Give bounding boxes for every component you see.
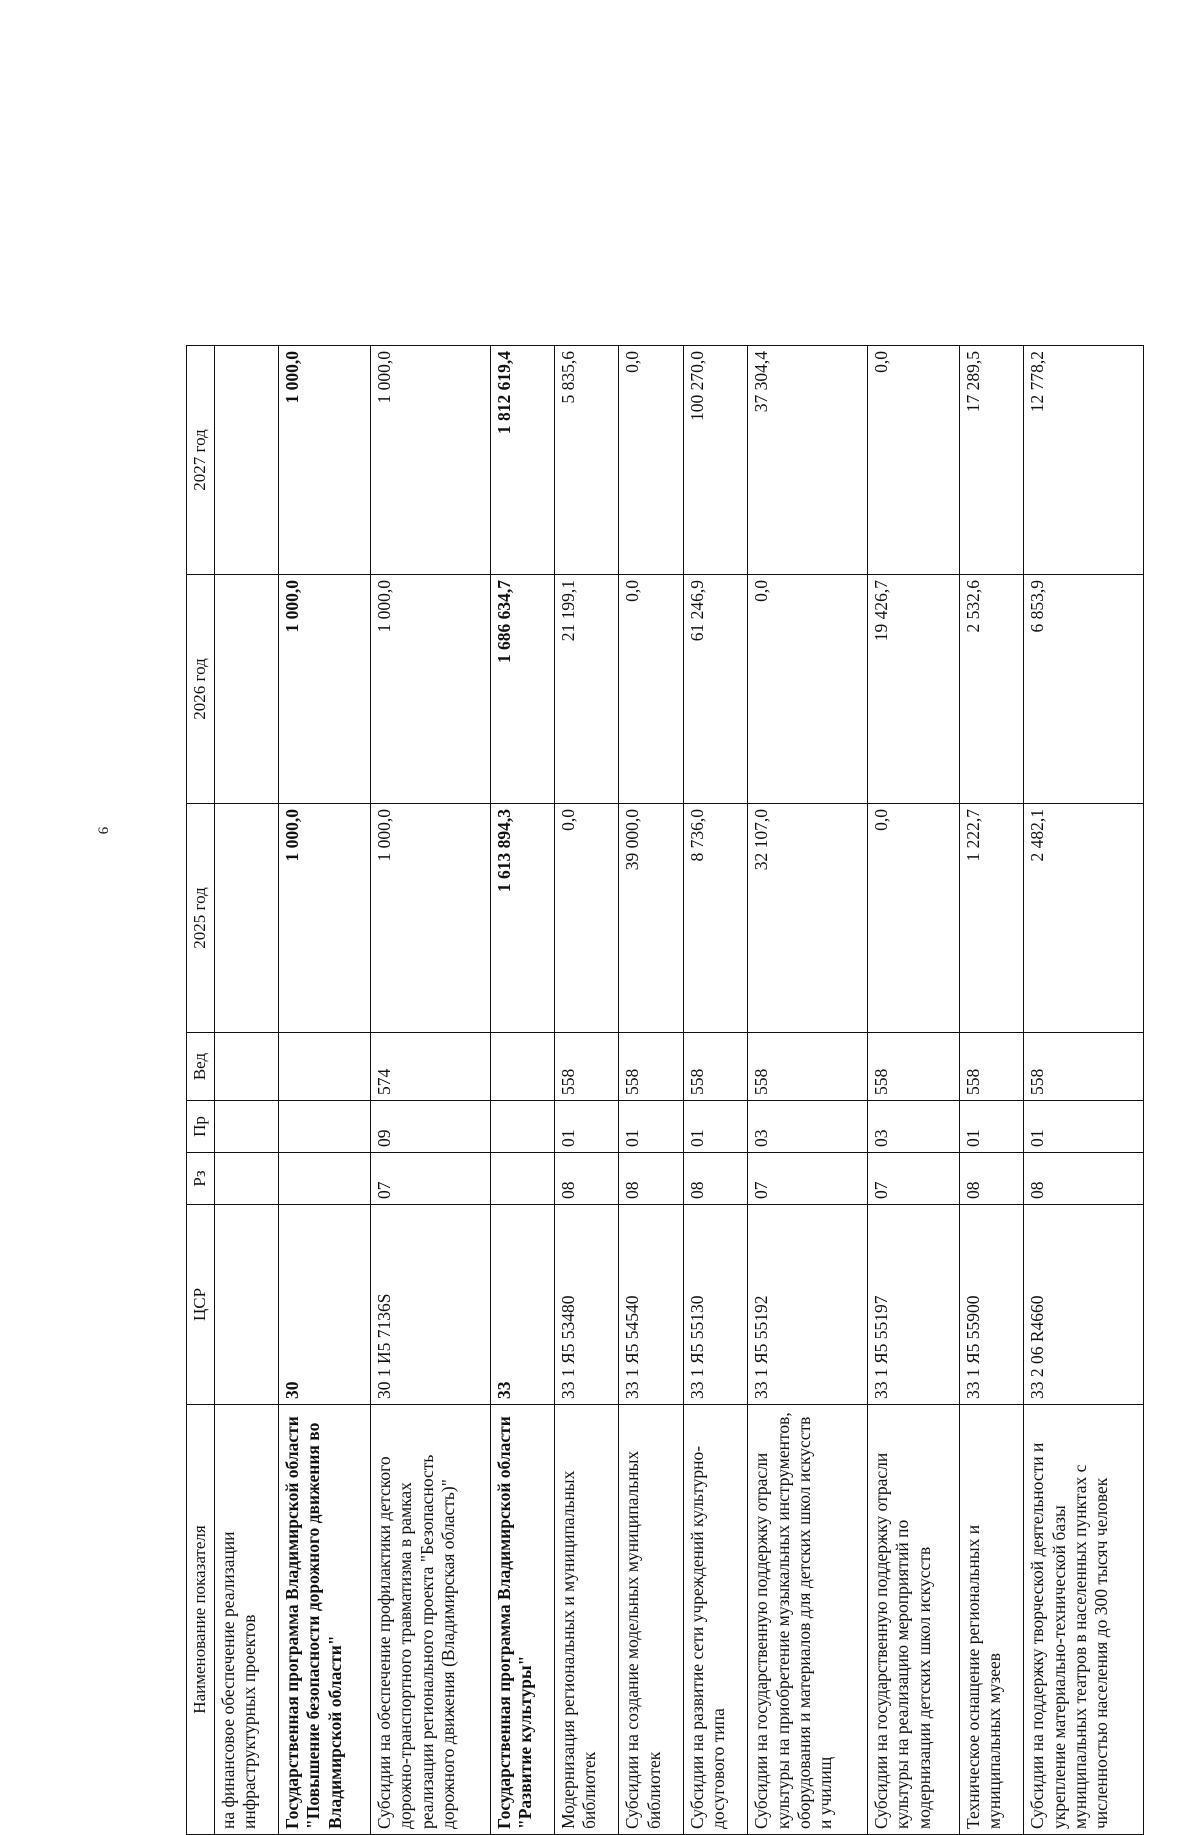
cell-csr: 30 1 И5 7136S bbox=[371, 1205, 491, 1405]
table-row bbox=[279, 346, 371, 1835]
table-row bbox=[1024, 346, 1144, 1835]
cell-2026: 6 853,9 bbox=[1024, 575, 1144, 804]
cell-2026: 19 426,7 bbox=[867, 575, 959, 804]
cell-ved: 558 bbox=[555, 1033, 619, 1101]
table-row bbox=[371, 346, 491, 1835]
cell-name: Государственная программа Владимирской области "Повышение безопасности дорожного движения во Владимирской области" bbox=[279, 1405, 371, 1835]
cell-2026: 1 686 634,7 bbox=[490, 575, 554, 804]
cell-2025: 32 107,0 bbox=[748, 804, 868, 1033]
cell-2027: 5 835,6 bbox=[555, 346, 619, 575]
cell-rz bbox=[490, 1153, 554, 1205]
cell-rz: 07 bbox=[748, 1153, 868, 1205]
cell-name: Модернизация региональных и муниципальных библиотек bbox=[555, 1405, 619, 1835]
cell-2027: 1 000,0 bbox=[371, 346, 491, 575]
cell-name: Субсидии на обеспечение профилактики детского дорожно-транспортного травматизма в рамках реализации регионального проекта "Безопасность дорожного движения (Владимирская область)" bbox=[371, 1405, 491, 1835]
cell-ved: 558 bbox=[619, 1033, 683, 1101]
header-2027: 2027 год bbox=[187, 346, 215, 575]
cell-2027: 1 812 619,4 bbox=[490, 346, 554, 575]
cell-name: Субсидии на развитие сети учреждений культурно-досугового типа bbox=[683, 1405, 747, 1835]
cell-2026: 0,0 bbox=[619, 575, 683, 804]
cell-pr bbox=[279, 1101, 371, 1153]
header-name: Наименование показателя bbox=[187, 1405, 215, 1835]
cell-csr: 33 1 Я5 55197 bbox=[867, 1205, 959, 1405]
cell-name: Субсидии на государственную поддержку отрасли культуры на реализацию мероприятий по модернизации детских школ искусств bbox=[867, 1405, 959, 1835]
cell-pr bbox=[490, 1101, 554, 1153]
cell-rz: 07 bbox=[867, 1153, 959, 1205]
header-ved: Вед bbox=[187, 1033, 215, 1101]
header-2026: 2026 год bbox=[187, 575, 215, 804]
cell-csr: 33 1 Я5 54540 bbox=[619, 1205, 683, 1405]
cell-2025: 39 000,0 bbox=[619, 804, 683, 1033]
cell-2027: 37 304,4 bbox=[748, 346, 868, 575]
cell-csr bbox=[214, 1205, 278, 1405]
table-row bbox=[748, 346, 868, 1835]
cell-ved: 558 bbox=[959, 1033, 1023, 1101]
table-header-row bbox=[187, 346, 215, 1835]
cell-pr bbox=[214, 1101, 278, 1153]
cell-2027: 17 289,5 bbox=[959, 346, 1023, 575]
cell-name: Техническое оснащение региональных и муниципальных музеев bbox=[959, 1405, 1023, 1835]
cell-2027: 12 778,2 bbox=[1024, 346, 1144, 575]
rotated-table-container bbox=[186, 345, 1144, 1835]
cell-rz: 08 bbox=[959, 1153, 1023, 1205]
cell-rz: 08 bbox=[555, 1153, 619, 1205]
header-csr: ЦСР bbox=[187, 1205, 215, 1405]
cell-2026 bbox=[214, 575, 278, 804]
cell-pr: 01 bbox=[683, 1101, 747, 1153]
page-number: 9 bbox=[94, 826, 111, 835]
cell-pr: 03 bbox=[867, 1101, 959, 1153]
cell-ved bbox=[490, 1033, 554, 1101]
cell-csr: 33 1 Я5 55130 bbox=[683, 1205, 747, 1405]
cell-csr: 33 1 Я5 53480 bbox=[555, 1205, 619, 1405]
cell-rz: 08 bbox=[683, 1153, 747, 1205]
cell-rz bbox=[279, 1153, 371, 1205]
cell-rz bbox=[214, 1153, 278, 1205]
cell-2026: 0,0 bbox=[748, 575, 868, 804]
cell-csr: 33 1 Я5 55192 bbox=[748, 1205, 868, 1405]
cell-ved bbox=[279, 1033, 371, 1101]
cell-rz: 08 bbox=[1024, 1153, 1144, 1205]
cell-2025 bbox=[214, 804, 278, 1033]
cell-2025: 0,0 bbox=[555, 804, 619, 1033]
table-row bbox=[683, 346, 747, 1835]
cell-2027: 0,0 bbox=[619, 346, 683, 575]
cell-csr: 33 2 06 R4660 bbox=[1024, 1205, 1144, 1405]
cell-name: на финансовое обеспечение реализации инфраструктурных проектов bbox=[214, 1405, 278, 1835]
cell-2027: 0,0 bbox=[867, 346, 959, 575]
cell-csr: 33 bbox=[490, 1205, 554, 1405]
table-row bbox=[959, 346, 1023, 1835]
cell-csr: 33 1 Я5 55900 bbox=[959, 1205, 1023, 1405]
cell-pr: 03 bbox=[748, 1101, 868, 1153]
header-2025: 2025 год bbox=[187, 804, 215, 1033]
cell-2027: 1 000,0 bbox=[279, 346, 371, 575]
cell-ved: 558 bbox=[683, 1033, 747, 1101]
cell-name: Государственная программа Владимирской области "Развитие культуры" bbox=[490, 1405, 554, 1835]
cell-2026: 61 246,9 bbox=[683, 575, 747, 804]
header-pr: Пр bbox=[187, 1101, 215, 1153]
cell-ved: 558 bbox=[748, 1033, 868, 1101]
cell-pr: 01 bbox=[1024, 1101, 1144, 1153]
cell-rz: 08 bbox=[619, 1153, 683, 1205]
cell-name: Субсидии на создание модельных муниципальных библиотек bbox=[619, 1405, 683, 1835]
table-row bbox=[619, 346, 683, 1835]
table-row bbox=[555, 346, 619, 1835]
table-row bbox=[490, 346, 554, 1835]
table-row bbox=[214, 346, 278, 1835]
cell-ved: 558 bbox=[867, 1033, 959, 1101]
cell-ved: 558 bbox=[1024, 1033, 1144, 1101]
cell-2025: 1 000,0 bbox=[279, 804, 371, 1033]
table-row bbox=[867, 346, 959, 1835]
cell-2026: 1 000,0 bbox=[371, 575, 491, 804]
cell-2025: 1 613 894,3 bbox=[490, 804, 554, 1033]
cell-2026: 21 199,1 bbox=[555, 575, 619, 804]
cell-pr: 01 bbox=[619, 1101, 683, 1153]
cell-csr: 30 bbox=[279, 1205, 371, 1405]
table-body bbox=[214, 346, 1143, 1835]
cell-ved: 574 bbox=[371, 1033, 491, 1101]
cell-rz: 07 bbox=[371, 1153, 491, 1205]
cell-2025: 1 000,0 bbox=[371, 804, 491, 1033]
cell-2026: 2 532,6 bbox=[959, 575, 1023, 804]
cell-pr: 09 bbox=[371, 1101, 491, 1153]
cell-2027 bbox=[214, 346, 278, 575]
cell-ved bbox=[214, 1033, 278, 1101]
cell-2025: 1 222,7 bbox=[959, 804, 1023, 1033]
cell-name: Субсидии на государственную поддержку отрасли культуры на приобретение музыкальных инструментов, оборудования и материалов для детских школ искусств и училищ bbox=[748, 1405, 868, 1835]
cell-2026: 1 000,0 bbox=[279, 575, 371, 804]
cell-2027: 100 270,0 bbox=[683, 346, 747, 575]
header-rz: Рз bbox=[187, 1153, 215, 1205]
cell-pr: 01 bbox=[555, 1101, 619, 1153]
cell-name: Субсидии на поддержку творческой деятельности и укрепление материально-технической базы муниципальных театров в населенных пунктах с численностью населения до 300 тысяч человек bbox=[1024, 1405, 1144, 1835]
cell-2025: 2 482,1 bbox=[1024, 804, 1144, 1033]
budget-table bbox=[186, 345, 1144, 1835]
cell-2025: 8 736,0 bbox=[683, 804, 747, 1033]
cell-2025: 0,0 bbox=[867, 804, 959, 1033]
cell-pr: 01 bbox=[959, 1101, 1023, 1153]
